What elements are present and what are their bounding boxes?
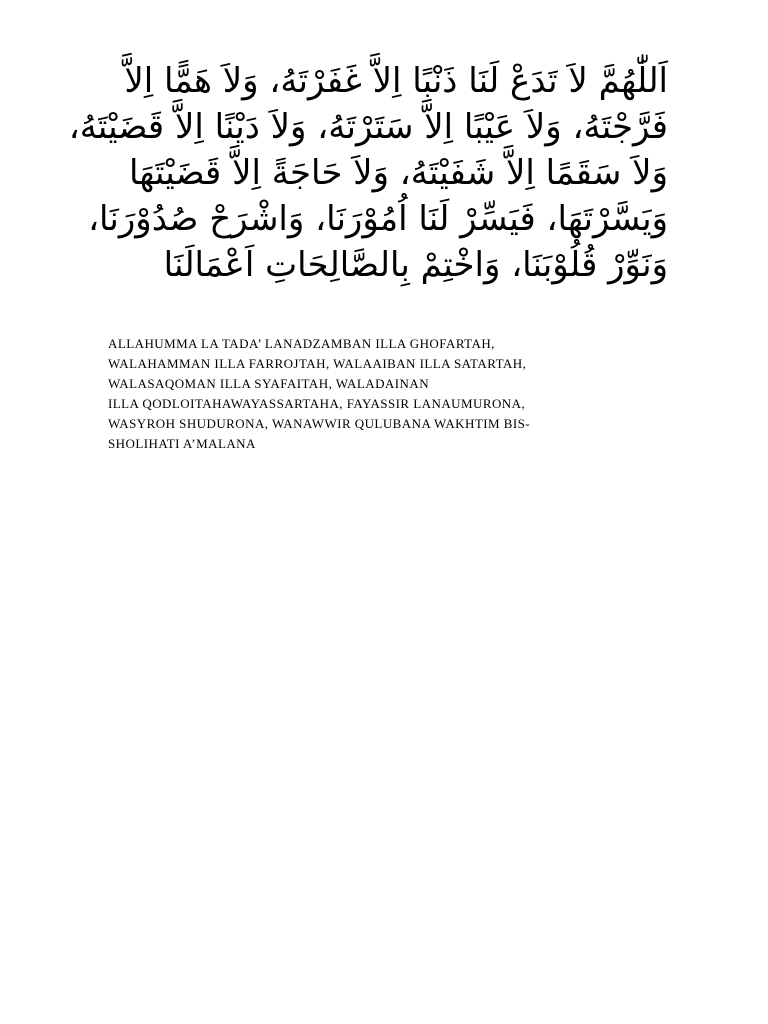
latin-line-6: SHOLIHATI A’MALANA xyxy=(108,436,256,451)
latin-line-4: ILLA QODLOITAHAWAYASSARTAHA, FAYASSIR LANAUMURONA, xyxy=(108,396,526,411)
arabic-line-4: وَيَسَّرْتَهَا، فَيَسِّرْ لَنَا اُمُوْرَنَا، وَاشْرَحْ صُدُوْرَنَا، xyxy=(88,199,668,239)
arabic-line-5: وَنَوِّرْ قُلُوْبَنَا، وَاخْتِمْ بِالصَّالِحَاتِ اَعْمَالَنَا xyxy=(163,245,668,285)
latin-line-1: ALLAHUMMA LA TADA’ LANADZAMBAN ILLA GHOFARTAH, xyxy=(108,336,495,351)
latin-line-2: WALAHAMMAN ILLA FARROJTAH, WALAAIBAN ILLA SATARTAH, xyxy=(108,356,527,371)
arabic-line-3: وَلاَ سَقَمًا اِلاَّ شَفَيْتَهُ، وَلاَ حَاجَةً اِلاَّ قَضَيْتَهَا xyxy=(129,153,668,193)
arabic-prayer-text xyxy=(68,58,668,288)
arabic-line-2: فَرَّجْتَهُ، وَلاَ عَيْبًا اِلاَّ سَتَرْتَهُ، وَلاَ دَيْنًا اِلاَّ قَضَيْتَهُ، xyxy=(68,107,668,147)
latin-transliteration-text xyxy=(108,334,628,454)
arabic-line-1: اَللّٰهُمَّ لاَ تَدَعْ لَنَا ذَنْبًا اِلاَّ غَفَرْتَهُ، وَلاَ هَمًّا اِلاَّ xyxy=(124,61,668,101)
latin-line-5: WASYROH SHUDURONA, WANAWWIR QULUBANA WAKHTIM BIS- xyxy=(108,416,531,431)
latin-line-3: WALASAQOMAN ILLA SYAFAITAH, WALADAINAN xyxy=(108,376,430,391)
